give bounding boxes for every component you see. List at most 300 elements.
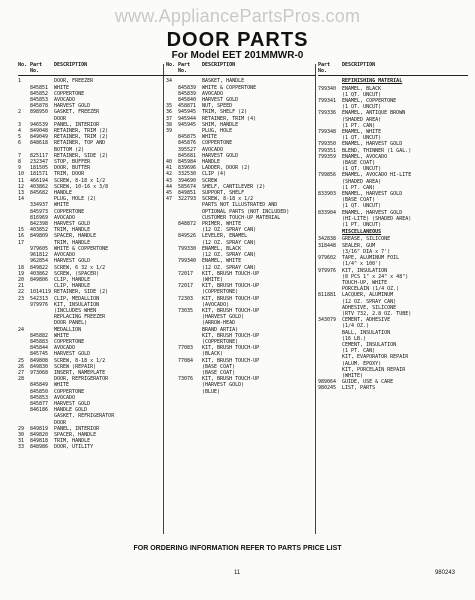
part-description: (RTV 732, 2.8 OZ. TUBE) <box>342 310 412 317</box>
parts-list <box>166 78 316 394</box>
part-description: (BASE COAT) <box>202 369 236 376</box>
item-number: 9 <box>18 165 22 172</box>
part-description: HARVEST GOLD <box>202 97 239 104</box>
part-description: WHITE & COPPERTONE <box>202 84 257 91</box>
part-number: 845681 <box>178 152 197 159</box>
part-description: KIT, BRUSH TOUCH-UP <box>202 283 260 290</box>
part-description: KIT, BRUSH TOUCH-UP <box>202 270 260 277</box>
part-description: CLIP, HANDLE <box>54 276 91 283</box>
part-description: HARVEST GOLD <box>54 400 91 407</box>
table-row <box>318 222 468 228</box>
part-number: 845853 <box>30 394 49 401</box>
part-number: 799350 <box>318 141 337 148</box>
header-part: Part No. <box>318 62 331 75</box>
part-description: REFINISHING MATERIAL <box>342 78 403 85</box>
part-number: 318448 <box>318 242 337 249</box>
part-number: 816969 <box>30 214 49 221</box>
part-number: 542313 <box>30 295 49 302</box>
part-number: 849048 <box>30 128 49 135</box>
part-description: (COPPERTONE) <box>202 289 239 296</box>
part-description: GASKET, FREEZER <box>54 109 100 116</box>
part-number: 849809 <box>30 233 49 240</box>
part-number: 845839 <box>178 84 197 91</box>
part-description: KIT, INSULATION <box>342 267 388 274</box>
part-number: 848618 <box>30 140 49 147</box>
part-number: 945944 <box>178 115 197 122</box>
part-description: ENAMEL, COPPERTONE <box>342 98 397 105</box>
parts-list <box>318 78 468 391</box>
part-description: (1 QT. UNCUT) <box>342 91 382 98</box>
part-number: 979976 <box>318 267 337 274</box>
part-description: SEALER, GUM <box>342 242 376 249</box>
parts-column-middle <box>166 62 316 395</box>
part-description: ADHESIVE, SILICONE <box>342 304 397 311</box>
part-number: 799340 <box>178 258 197 265</box>
part-description: (12 OZ. SPRAY CAN) <box>202 252 257 259</box>
part-description: AVOCADO <box>202 90 224 97</box>
part-description: KIT, BRUSH TOUCH-UP <box>202 332 260 339</box>
part-number: 849851 <box>178 190 197 197</box>
part-description: LEVELER, ENAMEL <box>202 233 248 240</box>
section-heading <box>318 78 468 84</box>
header-description: DESCRIPTION <box>342 62 376 68</box>
item-number: 29 <box>18 425 25 432</box>
part-description: PLUG, HOLE <box>202 128 233 135</box>
part-description: (SHADED AREA) <box>342 116 382 123</box>
part-number: 849818 <box>30 438 49 445</box>
part-description: CLIP, MEDALLION <box>54 295 100 302</box>
part-number: 181571 <box>30 171 49 178</box>
part-number: 799348 <box>318 129 337 136</box>
item-number: 22 <box>18 289 25 296</box>
part-description: MEDALLION <box>54 326 82 333</box>
item-number: 40 <box>166 159 173 166</box>
item-number: 41 <box>166 165 173 172</box>
part-description: KIT, BRUSH TOUCH-UP <box>202 376 260 383</box>
part-description: SCREW (REPAIR) <box>54 363 97 370</box>
item-number: 1 <box>18 78 22 85</box>
part-description: (1 PT. CAN) <box>342 184 376 191</box>
part-description: KIT, BRUSH TOUCH-UP <box>202 357 260 364</box>
part-number: 332530 <box>178 171 197 178</box>
part-description: PARTS NOT ILLUSTRATED AND <box>202 202 278 209</box>
part-description: HANDLE GOLD <box>54 407 88 414</box>
part-number: 845853 <box>30 97 49 104</box>
part-description: HARVEST GOLD <box>54 221 91 228</box>
part-description: (ARROW-HEAD <box>202 320 236 327</box>
section-heading <box>318 229 468 235</box>
part-description: (16 LB.) <box>342 335 367 342</box>
part-number: 343079 <box>318 317 337 324</box>
model-subtitle: For Model EET 201MMWR-0 <box>171 50 304 61</box>
document-number: 980243 <box>434 570 455 576</box>
part-description: CUSTOMER TOUCH-UP MATERIAL <box>202 214 281 221</box>
item-number: 5 <box>18 134 22 141</box>
part-description: (12 OZ. SPRAY CAN) <box>342 298 397 305</box>
part-description: AVOCADO <box>54 394 76 401</box>
header-description: DESCRIPTION <box>202 62 236 68</box>
part-description: HARVEST GOLD <box>54 351 91 358</box>
item-number: 33 <box>18 444 25 451</box>
part-number: 845883 <box>30 338 49 345</box>
part-description: PLUG, HOLE (2) <box>54 196 97 203</box>
part-description: TRIM, DOOR <box>54 171 85 178</box>
part-number: 945945 <box>178 109 197 116</box>
item-number: 38 <box>166 121 173 128</box>
part-number: 334937 <box>30 202 49 209</box>
part-description: COPPERTONE <box>54 208 85 215</box>
column-header <box>318 62 468 76</box>
part-number: 833904 <box>318 209 337 216</box>
part-description: SUPPORT, SHELF <box>202 190 245 197</box>
part-description: COPPERTONE <box>54 90 85 97</box>
part-description: GREASE, SILICONE <box>342 236 391 243</box>
part-number: 842398 <box>30 221 49 228</box>
part-description: TRIM, SHELF (2) <box>202 109 248 116</box>
part-number: 849822 <box>30 264 49 271</box>
part-description: ENAMEL, ANTIQUE BROWN <box>342 110 406 117</box>
part-description: INSERT, NAMEPLATE <box>54 369 106 376</box>
part-number: 849806 <box>30 276 49 283</box>
part-number: 849808 <box>30 357 49 364</box>
part-description: AVOCADO <box>202 146 224 153</box>
part-description: LIST, PARTS <box>342 385 376 392</box>
part-description: (1 PT. UNCUT) <box>342 222 382 229</box>
part-description: (12 OZ. SPRAY CAN) <box>202 264 257 271</box>
part-number: 962854 <box>30 258 49 265</box>
part-description: KIT, INSULATION <box>54 301 100 308</box>
part-description: AVOCADO <box>54 252 76 259</box>
part-description: SCREW, 10-16 x 3/8 <box>54 183 109 190</box>
part-description: CLIP (4) <box>202 171 227 178</box>
part-description: KIT, BRUSH TOUCH-UP <box>202 345 260 352</box>
part-description: ENAMEL, WHITE <box>202 258 242 265</box>
part-number: 403862 <box>30 183 49 190</box>
part-description: SCREW, 8-18 x 1/2 <box>54 357 106 364</box>
part-description: (12 OZ. SPRAY CAN) <box>202 227 257 234</box>
part-description: (BASE COAT) <box>202 363 236 370</box>
part-description: HANDLE <box>202 159 221 166</box>
part-description: DOOR, BUTTER <box>54 165 91 172</box>
part-description: RETAINER, TOP AND <box>54 140 106 147</box>
part-description: DOOR PANEL) <box>54 320 88 327</box>
part-description: AVOCADO <box>54 345 76 352</box>
part-number: 1014119 <box>30 289 52 296</box>
part-description: WHITE <box>202 134 218 141</box>
part-number: 979602 <box>318 255 337 262</box>
part-description: (INCLUDES WHEN <box>54 307 97 314</box>
part-description: WHITE & COPPERTONE <box>54 245 109 252</box>
item-number: 15 <box>18 227 25 234</box>
item-number: 27 <box>18 369 25 376</box>
part-description: (WHITE) <box>202 276 224 283</box>
part-description: DOOR, UTILITY <box>54 444 94 451</box>
item-number: 14 <box>18 196 25 203</box>
part-description: HARVEST GOLD <box>202 152 239 159</box>
item-number: 26 <box>18 363 25 370</box>
item-number: 8 <box>18 159 22 166</box>
part-number: 848872 <box>178 221 197 228</box>
part-description: COPPERTONE <box>54 338 85 345</box>
part-description: BLEND, THINNER (1 GAL.) <box>342 147 412 154</box>
part-description: RETAINER, TRIM (4) <box>202 115 257 122</box>
part-number: 839696 <box>178 165 197 172</box>
header-no: No. <box>18 62 28 68</box>
part-description: (WHITE) <box>342 372 364 379</box>
part-number: 989064 <box>318 379 337 386</box>
header-part: Part No. <box>30 62 43 75</box>
part-number: 846186 <box>30 407 49 414</box>
part-description: GASKET, REFRIGERATOR <box>54 413 115 420</box>
part-description: (8 PCS 1" x 24" x 48") <box>342 273 409 280</box>
part-description: TRIM, HANDLE <box>54 438 91 445</box>
part-description: KIT, PORCELAIN REPAIR <box>342 366 406 373</box>
parts-list <box>18 78 168 450</box>
part-description: PANEL, INTERIOR <box>54 121 100 128</box>
part-description: (BASE COAT) <box>342 197 376 204</box>
part-description: (1 QT. UNCUT) <box>342 104 382 111</box>
item-number <box>166 389 178 395</box>
part-number: 961812 <box>30 252 49 259</box>
page-number: 11 <box>234 570 241 576</box>
part-number: 403862 <box>30 270 49 277</box>
part-description: WHITE <box>54 382 70 389</box>
part-number <box>178 389 202 395</box>
part-description: (HI-LITE) (SHADED AREA) <box>342 215 412 222</box>
item-number: 42 <box>166 171 173 178</box>
item-number: 34 <box>166 78 173 85</box>
part-description: DOOR <box>54 419 67 426</box>
part-description: HANDLE <box>54 190 73 197</box>
item-number: 3 <box>18 121 22 128</box>
part-description: ENAMEL, BLACK <box>202 245 242 252</box>
part-description: BASKET, HANDLE <box>202 78 245 85</box>
part-number: 845876 <box>178 140 197 147</box>
part-number: 845850 <box>30 388 49 395</box>
part-number: 833903 <box>318 191 337 198</box>
part-description: PORCELAIN (1/4 OZ.) <box>342 286 400 293</box>
part-number: 849830 <box>30 363 49 370</box>
item-number: 13 <box>18 190 25 197</box>
part-number: 458871 <box>178 103 197 110</box>
part-number: 73076 <box>178 376 194 383</box>
header-description: DESCRIPTION <box>54 62 88 68</box>
item-number: 37 <box>166 115 173 122</box>
part-description: BOTTOM (2) <box>54 146 85 153</box>
part-number: 825117 <box>30 152 49 159</box>
part-description: KIT, BRUSH TOUCH-UP <box>202 307 260 314</box>
part-number: 979976 <box>30 301 49 308</box>
part-description: RETAINER, SIDE (2) <box>54 152 109 159</box>
parts-column-right <box>318 62 468 392</box>
part-description: (3/16" DIA x 7') <box>342 248 391 255</box>
header-no: No. <box>166 62 176 68</box>
part-number: 77084 <box>178 357 194 364</box>
column-header <box>166 62 316 76</box>
part-number: 845849 <box>30 382 49 389</box>
item-number: 28 <box>18 376 25 383</box>
part-number: 973068 <box>30 369 49 376</box>
part-description: SPACER, HANDLE <box>54 233 97 240</box>
part-number: 585674 <box>178 183 197 190</box>
part-description: BALL, INSULATION <box>342 329 391 336</box>
part-description: (AVOCADO) <box>202 301 230 308</box>
part-number: 72017 <box>178 270 194 277</box>
part-description: LADDER, DOOR (2) <box>202 165 251 172</box>
part-description: ENAMEL, AVOCADO <box>342 153 388 160</box>
part-description: CEMENT, INSULATION <box>342 341 397 348</box>
part-number <box>318 229 342 235</box>
item-number: 35 <box>166 103 173 110</box>
part-description: HARVEST GOLD <box>54 103 91 110</box>
part-description: SCREW <box>202 177 218 184</box>
item-number: 39 <box>166 128 173 135</box>
part-number: 322793 <box>178 196 197 203</box>
item-number: 19 <box>18 270 25 277</box>
part-number: 845840 <box>178 97 197 104</box>
ordering-footer: FOR ORDERING INFORMATION REFER TO PARTS PRICE LIST <box>133 545 342 552</box>
part-description: SCREW, 8-18 x 1/2 <box>202 196 254 203</box>
part-number: 232347 <box>30 159 49 166</box>
part-description: (COPPERTONE) <box>202 338 239 345</box>
part-number: 342838 <box>318 236 337 243</box>
part-description: (ALUM. EPOXY) <box>342 360 382 367</box>
part-description: PANEL, INTERIOR <box>54 425 100 432</box>
item-number: 17 <box>18 239 25 246</box>
part-description: SCREW, (SPACER) <box>54 270 100 277</box>
part-description: (1 QT. UNCUT) <box>342 203 382 210</box>
part-number: 845875 <box>178 134 197 141</box>
part-number: 394690 <box>178 177 197 184</box>
part-number: 181505 <box>30 165 49 172</box>
part-description: REPLACING FREEZER <box>54 314 106 321</box>
part-number: 811881 <box>318 292 337 299</box>
parts-column-left <box>18 62 168 451</box>
part-description: (1 QT. UNCUT) <box>342 166 382 173</box>
part-description: PRIMER, WHITE <box>202 221 242 228</box>
part-description: COPPERTONE <box>202 140 233 147</box>
part-number: 73035 <box>178 307 194 314</box>
part-description: SCREW, 6 32 x 1/2 <box>54 264 106 271</box>
part-number: 845682 <box>30 190 49 197</box>
part-description: (BLUE) <box>202 388 221 395</box>
item-number: 20 <box>18 276 25 283</box>
part-description: SPACER, HANDLE <box>54 431 97 438</box>
item-number: 11 <box>18 177 25 184</box>
part-description: TAPE, ALUMINUM FOIL <box>342 255 400 262</box>
item-number: 10 <box>18 171 25 178</box>
part-number: 72017 <box>178 283 194 290</box>
part-description: (SHADED AREA) <box>342 178 382 185</box>
part-description: DOOR, REFRIGERATOR <box>54 376 109 383</box>
part-number: 849526 <box>178 233 197 240</box>
part-number: 845844 <box>30 345 49 352</box>
part-number: 898950 <box>30 109 49 116</box>
item-number: 12 <box>18 183 25 190</box>
part-number: 799341 <box>318 98 337 105</box>
part-description: (1/4" x 100') <box>342 261 382 268</box>
part-description: WHITE <box>54 202 70 209</box>
part-number: 799351 <box>318 147 337 154</box>
item-number: 44 <box>166 183 173 190</box>
part-number: 945945 <box>178 121 197 128</box>
part-number: 799340 <box>318 85 337 92</box>
part-number: 845973 <box>30 208 49 215</box>
part-description: TOUCH-UP, WHITE <box>342 279 388 286</box>
part-description: (BLACK) <box>202 351 224 358</box>
item-number: 2 <box>18 109 22 116</box>
part-description: ENAMEL, AVOCADO HI-LITE <box>342 172 412 179</box>
part-number: 845851 <box>30 84 49 91</box>
part-number: 403852 <box>30 227 49 234</box>
part-description: SHELF, CANTILEVER (2) <box>202 183 266 190</box>
part-description: SHIM, HANDLE <box>202 121 239 128</box>
part-number: 799856 <box>318 172 337 179</box>
part-description: (1 PT. CAN) <box>342 122 376 129</box>
part-description: WHITE <box>54 332 70 339</box>
part-number: 849049 <box>30 134 49 141</box>
part-description: ENAMEL, HARVEST GOLD <box>342 141 403 148</box>
table-row <box>166 389 316 395</box>
item-number: 47 <box>166 196 173 203</box>
part-description: (1 QT. UNCUT) <box>342 135 382 142</box>
part-description: SCREW, 8-18 x 1/2 <box>54 177 106 184</box>
column-header <box>18 62 168 76</box>
part-description: CEMENT, ADHESIVE <box>342 317 391 324</box>
item-number: 4 <box>18 128 22 135</box>
table-row <box>318 385 468 391</box>
item-number: 7 <box>18 152 22 159</box>
part-number <box>318 78 342 84</box>
part-number: 799330 <box>178 245 197 252</box>
part-number: 799336 <box>318 110 337 117</box>
part-description: CLIP, HANDLE <box>54 283 91 290</box>
item-number: 23 <box>18 295 25 302</box>
part-number: 845877 <box>30 400 49 407</box>
part-number: 980245 <box>318 385 337 392</box>
part-number: 845839 <box>178 90 197 97</box>
part-number: 72303 <box>178 295 194 302</box>
part-description: GUIDE, USE & CARE <box>342 379 394 386</box>
part-description: AVOCADO <box>54 97 76 104</box>
part-description: STOP, BUFFER <box>54 159 91 166</box>
part-number: 845882 <box>30 332 49 339</box>
table-row <box>18 444 168 450</box>
part-description: ENAMEL, HARVEST GOLD <box>342 191 403 198</box>
part-description: BRAND ARTIA) <box>202 326 239 333</box>
item-number: 16 <box>18 233 25 240</box>
part-description: HARVEST GOLD <box>54 258 91 265</box>
part-description: (12 OZ. SPRAY CAN) <box>202 239 257 246</box>
part-description: TRIM, HANDLE <box>54 239 91 246</box>
part-description: RETAINER, TRIM (2) <box>54 134 109 141</box>
part-description: MISCELLANEOUS <box>342 229 382 236</box>
part-number: 946539 <box>30 121 49 128</box>
part-number: 799359 <box>318 153 337 160</box>
part-number: 395527 <box>178 146 197 153</box>
part-description: ENAMEL, HARVEST GOLD <box>342 209 403 216</box>
page-title: DOOR PARTS <box>166 29 309 51</box>
item-number: 43 <box>166 177 173 184</box>
part-description: RETAINER, SIDE (2) <box>54 289 109 296</box>
item-number: 30 <box>18 431 25 438</box>
item-number: 24 <box>18 326 25 333</box>
part-description: LACQUER, ALUMINUM <box>342 292 394 299</box>
part-number: 845984 <box>178 159 197 166</box>
part-number: 466194 <box>30 177 49 184</box>
item-number: 21 <box>18 283 25 290</box>
item-number: 6 <box>18 140 22 147</box>
